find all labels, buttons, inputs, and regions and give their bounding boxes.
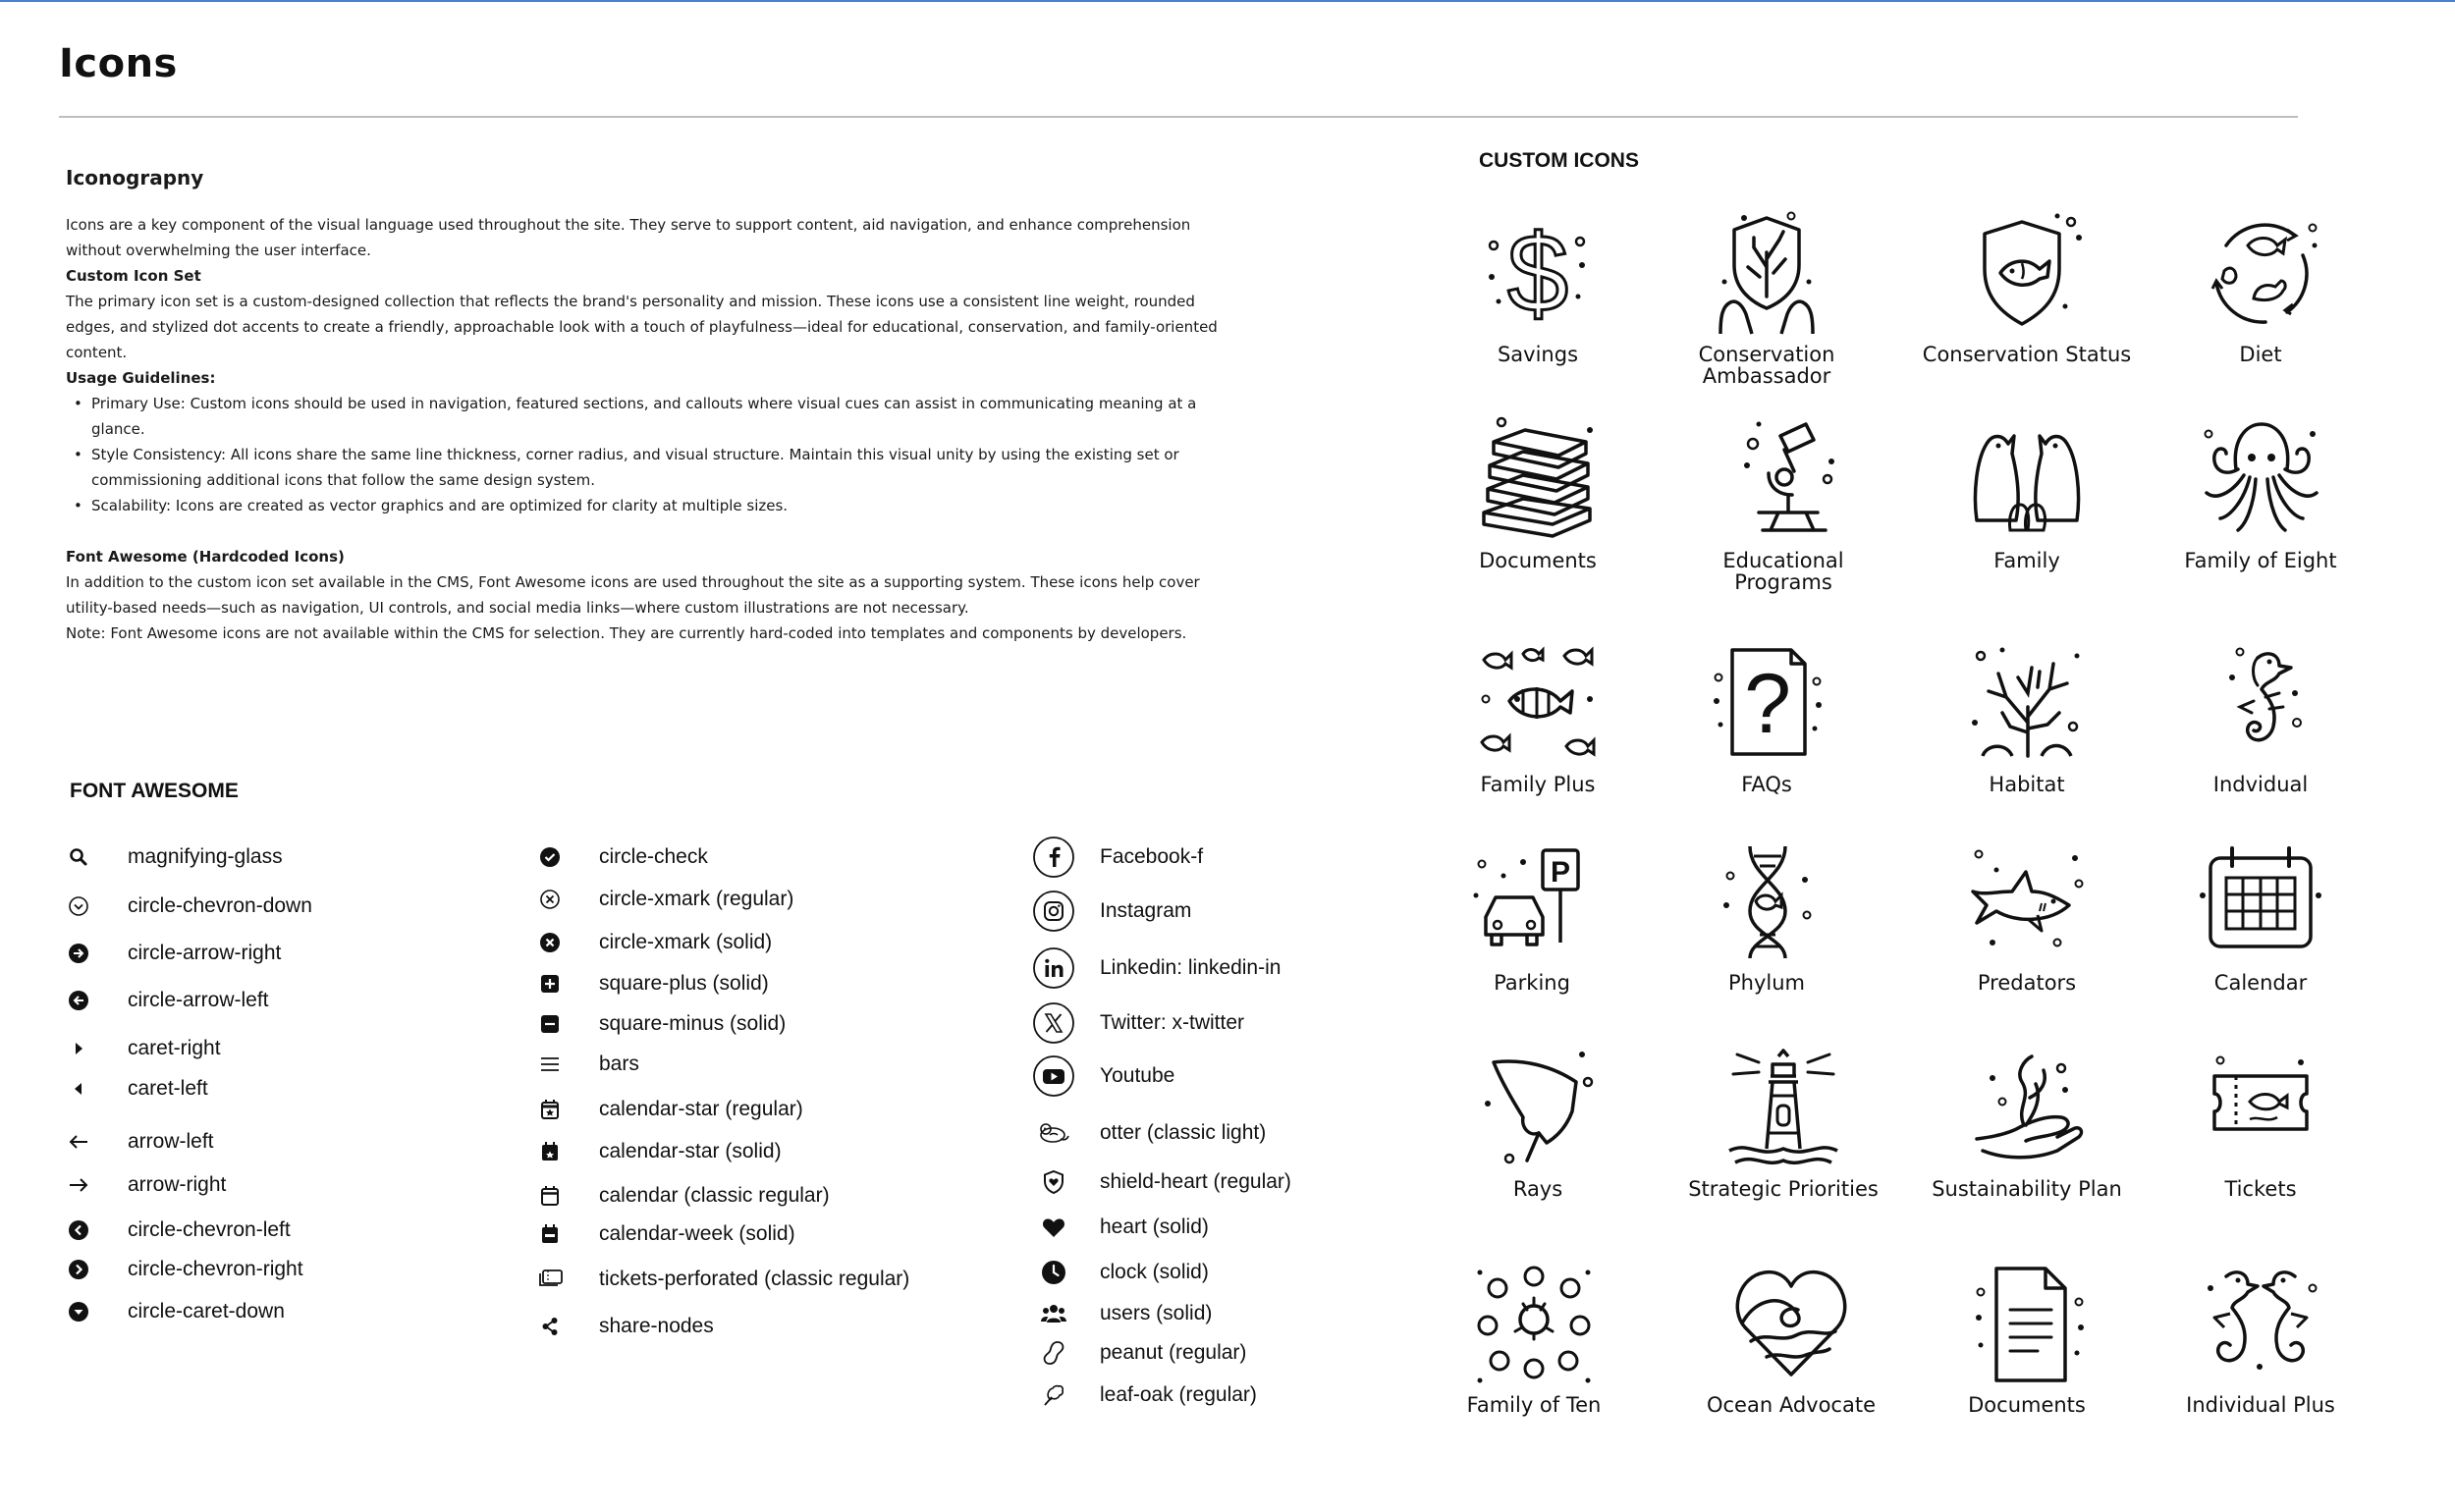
fa-list-item: peanut (regular) [1031, 1330, 1246, 1376]
habitat-icon [1963, 638, 2091, 766]
circle-chevron-down-icon [59, 887, 98, 926]
custom-icon-item: Rays [1430, 1043, 1646, 1200]
circle-xmark-regular-icon [530, 880, 570, 919]
fa-list-item: circle-arrow-right [79, 934, 281, 973]
fa-list-item: Facebook-f [1031, 835, 1203, 880]
custom-icon-item: Family Plus [1430, 638, 1646, 795]
custom-icon-item: Conservation Status [1919, 208, 2135, 365]
faqs-icon [1703, 638, 1830, 766]
calendar-star-regular-icon [530, 1090, 570, 1129]
calendar-star-solid-icon [530, 1132, 570, 1171]
fa-list-item: arrow-left [79, 1122, 214, 1161]
fa-list-item: caret-left [79, 1069, 208, 1108]
svg-text:?: ? [1744, 657, 1791, 751]
savings-icon [1474, 208, 1602, 336]
guideline-item: • Primary Use: Custom icons should be used in navigation, featured sections, and callouts where visual cues can assist in communicating meaning at a glance. [91, 391, 1225, 442]
circle-chevron-left-icon [59, 1211, 98, 1250]
conservation-status-icon [1963, 208, 2091, 336]
iconography-section [66, 165, 1225, 646]
intro-paragraph: Icons are a key component of the visual language used throughout the site. They serve to support content, aid navigation, and enhance comprehension without overwhelming the user interface. [66, 216, 1191, 259]
sustainability-plan-icon [1963, 1043, 2091, 1170]
diet-icon [2197, 208, 2324, 336]
calendar-week-icon [530, 1215, 570, 1254]
circle-check-icon [530, 837, 570, 877]
font-awesome-note: Note: Font Awesome icons are not available within the CMS for selection. They are currently hard-coded into templates and components by developers. [66, 624, 1187, 642]
magnifying-glass-icon [59, 837, 98, 877]
caret-left-icon [59, 1069, 98, 1108]
fa-list-item: Youtube [1031, 1053, 1174, 1099]
fa-list-item: square-plus (solid) [530, 964, 769, 1003]
parking-icon [1468, 837, 1596, 964]
individual-icon [2197, 638, 2324, 766]
fa-list-item: calendar (classic regular) [530, 1176, 830, 1215]
custom-icon-item: Family of Eight [2153, 414, 2369, 571]
fa-list-item: circle-check [530, 837, 708, 877]
fa-list-item: arrow-right [79, 1165, 226, 1205]
fa-list-item: bars [530, 1045, 639, 1084]
custom-icon-item: Documents [1430, 414, 1646, 571]
educational-programs-icon [1719, 414, 1847, 542]
font-awesome-paragraph: In addition to the custom icon set available in the CMS, Font Awesome icons are used throughout the site as a supporting system. These icons help cover utility-based needs—such as navigation, UI controls, and social media links—where custom illustrations are not necessary. [66, 573, 1200, 617]
fa-list-item: shield-heart (regular) [1031, 1160, 1291, 1205]
fa-list-item: circle-caret-down [79, 1292, 285, 1331]
share-nodes-icon [530, 1307, 570, 1346]
bars-icon [530, 1045, 570, 1084]
font-awesome-title: Font Awesome (Hardcoded Icons) [66, 548, 345, 566]
custom-icon-item: Conservation Ambassador [1659, 208, 1875, 387]
square-plus-icon [530, 964, 570, 1003]
circle-arrow-right-icon [59, 934, 98, 973]
rays-icon [1474, 1043, 1602, 1170]
fa-list-item: circle-xmark (solid) [530, 923, 772, 962]
leaf-oak-icon [1031, 1373, 1076, 1418]
custom-icon-item: Diet [2153, 208, 2369, 365]
custom-icon-item: Documents [1919, 1259, 2135, 1416]
documents-books-icon [1474, 414, 1602, 542]
fa-list-item: calendar-star (solid) [530, 1132, 782, 1171]
custom-icon-item: Educational Programs [1675, 414, 1891, 593]
fa-list-item: circle-chevron-right [79, 1250, 303, 1289]
arrow-left-icon [59, 1122, 98, 1161]
family-of-eight-icon [2197, 414, 2324, 542]
custom-icon-item: Calendar [2153, 837, 2369, 994]
custom-icon-item: Strategic Priorities [1675, 1043, 1891, 1200]
strategic-priorities-icon [1719, 1043, 1847, 1170]
individual-plus-icon [2197, 1259, 2324, 1386]
fa-list-item: Instagram [1031, 889, 1191, 934]
predators-icon [1963, 837, 2091, 964]
fa-list-item: clock (solid) [1031, 1250, 1209, 1295]
custom-icon-item: Phylum [1659, 837, 1875, 994]
usage-guidelines-title: Usage Guidelines: [66, 369, 216, 387]
documents-page-icon [1963, 1259, 2091, 1386]
svg-text:$: $ [1506, 212, 1569, 335]
fa-list-item: circle-xmark (regular) [530, 880, 793, 919]
fa-list-item: calendar-week (solid) [530, 1215, 795, 1254]
circle-chevron-right-icon [59, 1250, 98, 1289]
fa-list-item: Linkedin: linkedin-in [1031, 945, 1281, 991]
custom-icon-item: ? FAQs [1659, 638, 1875, 795]
fa-list-item: Twitter: x-twitter [1031, 1000, 1244, 1046]
family-of-ten-icon [1470, 1259, 1598, 1386]
fa-list-item: magnifying-glass [79, 837, 283, 877]
fa-list-item: circle-chevron-down [79, 887, 312, 926]
custom-icon-item: Sustainability Plan [1919, 1043, 2135, 1200]
custom-icon-item: Tickets [2153, 1043, 2369, 1200]
custom-icons-heading: CUSTOM ICONS [1479, 149, 1639, 172]
custom-icon-set-title: Custom Icon Set [66, 267, 201, 285]
x-twitter-icon [1031, 1000, 1076, 1046]
facebook-icon [1031, 835, 1076, 880]
fa-list-item: square-minus (solid) [530, 1004, 786, 1044]
ocean-advocate-icon [1727, 1259, 1855, 1386]
family-plus-icon [1474, 638, 1602, 766]
tickets-perforated-icon [530, 1260, 570, 1299]
tickets-icon [2197, 1043, 2324, 1170]
fa-list-item: heart (solid) [1031, 1205, 1209, 1250]
svg-text:P: P [1550, 856, 1571, 889]
custom-icon-set-paragraph: The primary icon set is a custom-designed collection that reflects the brand's personality and mission. These icons use a consistent line weight, rounded edges, and stylized dot accents to create a friendly, approachable look with a touch of playfulness—ideal for educational, conservation, and family-oriented content. [66, 293, 1218, 361]
custom-icon-item: Predators [1919, 837, 2135, 994]
custom-icon-item: Individual Plus [2153, 1259, 2369, 1416]
circle-arrow-left-icon [59, 981, 98, 1020]
guideline-item: • Style Consistency: All icons share the same line thickness, corner radius, and visual structure. Maintain this visual unity by using the existing set or commissioning additional icons that follow the same design system. [91, 442, 1225, 493]
clock-icon [1031, 1250, 1076, 1295]
custom-icon-item: P Parking [1424, 837, 1640, 994]
fa-list-item: leaf-oak (regular) [1031, 1373, 1257, 1418]
calendar-regular-icon [530, 1176, 570, 1215]
linkedin-icon [1031, 945, 1076, 991]
custom-icon-item: Ocean Advocate [1683, 1259, 1899, 1416]
iconography-heading: Iconograpny [66, 166, 204, 189]
top-accent-line [0, 0, 2455, 2]
fa-list-item: share-nodes [530, 1307, 714, 1346]
arrow-right-icon [59, 1165, 98, 1205]
custom-icon-item: $ Savings [1430, 208, 1646, 365]
fa-list-item: otter (classic light) [1031, 1110, 1266, 1156]
conservation-ambassador-icon [1703, 208, 1830, 336]
custom-icon-item: Habitat [1919, 638, 2135, 795]
phylum-icon [1703, 837, 1830, 964]
fa-list-item: users (solid) [1031, 1291, 1212, 1336]
otter-icon [1031, 1110, 1076, 1156]
youtube-icon [1031, 1053, 1076, 1099]
heart-icon [1031, 1205, 1076, 1250]
custom-icon-item: Indvidual [2153, 638, 2369, 795]
custom-icon-item: Family of Ten [1426, 1259, 1642, 1416]
fa-list-item: circle-arrow-left [79, 981, 269, 1020]
page-title: Icons [59, 41, 178, 86]
custom-icon-item: Family [1919, 414, 2135, 571]
family-icon [1963, 414, 2091, 542]
fa-list-item: circle-chevron-left [79, 1211, 291, 1250]
calendar-icon [2197, 837, 2324, 964]
fa-list-item: calendar-star (regular) [530, 1090, 803, 1129]
guideline-item: • Scalability: Icons are created as vector graphics and are optimized for clarity at multiple sizes. [91, 493, 1225, 518]
circle-caret-down-icon [59, 1292, 98, 1331]
title-divider [59, 116, 2298, 118]
square-minus-icon [530, 1004, 570, 1044]
circle-xmark-solid-icon [530, 923, 570, 962]
peanut-icon [1031, 1330, 1076, 1376]
instagram-icon [1031, 889, 1076, 934]
fa-list-item: caret-right [79, 1029, 221, 1068]
font-awesome-heading: FONT AWESOME [70, 780, 239, 802]
usage-guidelines-list [66, 391, 1225, 518]
shield-heart-icon [1031, 1160, 1076, 1205]
fa-list-item: tickets-perforated (classic regular) [530, 1260, 909, 1299]
caret-right-icon [59, 1029, 98, 1068]
